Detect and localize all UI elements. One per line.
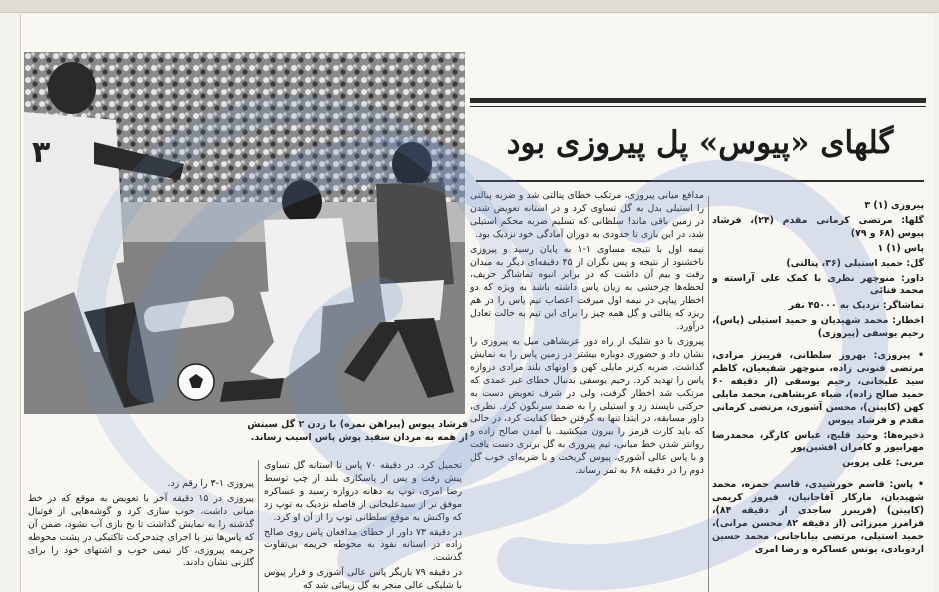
article-paragraph: اخطار: محمد شهیدیان و حمید استیلی (پاس)، رحیم یوسفی (پیروزی): [712, 315, 924, 340]
column-divider: [708, 196, 709, 592]
article-paragraph: مدافع میانی پیروزی، مرتکب خطای پنالتی شد و ضربه پنالتی را استیلی بدل به گل تساوی کرد و در استانه تعویض شدن در زمین باقی ماند! سلطانی که تسلیم ضربه محکم استیلی شد، در این بازی تا حدودی به دوران آمادگی خود نزدیک بود.: [470, 190, 704, 240]
article-paragraph: پاس (۱) ۱: [877, 242, 924, 254]
article-paragraph: • پیروزی: بهروز سلطانی، فریبرز مرادی، مرتضی فنونی زاده، منوچهر شفیعیان، کاظم سید علیخانی، رحیم یوسفی (از دقیقه ۶۰ حمید صالح زاده)، ضیاء عربشاهی، محمد مایلی کهن (کاپیتن)، محسن آشوری، مرتضی کرمانی مقدم و فرشاد پیوس: [712, 350, 924, 426]
svg-text:۳: ۳: [32, 135, 51, 170]
article-column-report: [470, 190, 704, 592]
article-paragraph: داور: منوچهر نظری با کمک علی آراسته و محمد فنائی: [712, 272, 924, 297]
football-match-illustration: [24, 52, 465, 414]
article-paragraph: نیمه اول با نتیجه مساوی ۱-۱ به پایان رسید و پیروزی ناخشنود از نتیجه و پس نگران از ۴۵ دقیقه‌ای دیگر به میدان رفت و بیم آن داشت که در برابر انبوه تماشاگر حریف، لحظه‌ها چرخشی به زیان پاس داشته باشد به ویژه که دو اخطار پیاپی در نیمه اول میرفت اعصاب تیم پاس را در هم ریزد که پنالتی و گل همه چیز را برای این تیم به حالت تعادل درآورد.: [470, 243, 704, 333]
headline-top-thin-rule: [470, 106, 926, 107]
article-paragraph: • پاس: قاسم خورشیدی، قاسم حمزه، محمد شهیدیان، مارکار آقاجانیان، فیروز کریمی (کاپیتن) (فریبرز ساجدی از دقیقه ۸۴)، فرامرز میرزائی (از دقیقه ۸۲ محسن مرانی)، حمید استیلی، مرتضی بیاباجانی، محمد حسین اردوبادی، یونس عساکره و رضا امری: [712, 479, 924, 555]
article-column-ending: [28, 478, 254, 592]
article-paragraph: پیروزی با دو شلیک از راه دور عربشاهی میل به پیروزی را نشان داد و حضوری دوباره بیشتر در زمین پاس را به نمایش گذاشت. ضربه کرنر مایلی کهن و اوتهای بلند مرادی دروازه پاس را تهدید کرد. رحیم یوسفی بدنبال خطای غیر عمدی که مرتکب شد اخطار گرفت، ولی در شرف تعویض دست به حرکتی ناپسند زد و استیلی را به ضمد سرنگون کرد. نظری، داور مسابقه، در ابتدا تنها به گرفتن خطا کفایت کرد، در حالی که باید کارت قرمز را بیرون میکشید. با آمدن صالح زاده و روانتر شدن خط میانی، تیم پیروزی به گل برتری دست یافت و با پاس عالی آشوری، پیوس گریخت و با ضربه‌ای خوب گل دوم را در دقیقه ۶۸ به ثمر رساند.: [470, 335, 704, 477]
paragraph-spacer: [712, 343, 924, 350]
photo-caption: فرشاد پیوس (پیراهن نمره) با زدن ۲ گل سیتش از همه به مردان سفید پوش پاس اسیب رساند.: [247, 419, 468, 443]
column-divider: [258, 460, 259, 592]
article-column-continued: [264, 460, 462, 592]
article-paragraph: در دقیقه ۷۳ داور از خطای مدافعان پاس روی صالح زاده در استانه نفوذ به محوطه جریمه بی‌تفاوت گذشت.: [264, 526, 462, 564]
article-paragraph: پیروزی (۱) ۳: [864, 200, 924, 211]
headline-bottom-rule: [476, 180, 924, 182]
article-column-lineups: [712, 200, 924, 592]
article-paragraph: در دقیقه ۷۹ بازیگر پاس عالی آشوری و فرار پیوس با شلیکی عالی منجر به گل زیبائی شد که: [264, 567, 462, 592]
article-headline: گلهای «پیوس» پل پیروزی بود: [506, 125, 894, 161]
top-strip: [0, 0, 939, 13]
article-paragraph: مربی: علی پروین: [842, 457, 924, 469]
article-paragraph: پیروزی ۱-۳ را رقم زد.: [167, 478, 254, 489]
article-paragraph: ذخیره‌ها: وحید قلیچ، عباس کارگر، محمدرضا مهرابیور و کامران افشین‌پور: [712, 429, 924, 454]
article-paragraph: تحمیل کرد. در دقیقه ۷۰ پاس تا استانه گل تساوی پیش رفت و پس از پاسکاری بلند از چپ توسط رضا امری، توپ به دهانه دروازه رسید و عساکره موفق تر از سیدعلیخانی از فاصله نزدیک به توپ زد که واکنش به موقع سلطانی توپ را از آن او کرد.: [264, 460, 462, 523]
football: [178, 364, 214, 400]
article-paragraph: گل: حمید استیلی (۳۶، پنالتی): [786, 257, 924, 269]
article-paragraph: گلها: مرتضی کرمانی مقدم (۲۴)، فرشاد پیوس (۶۸ و ۷۹): [712, 214, 924, 239]
paragraph-spacer: [712, 472, 924, 479]
article-paragraph: تماشاگر: نزدیک به ۴۵۰۰۰ نفر: [788, 300, 924, 312]
match-photo: [24, 52, 465, 414]
headline-top-rule: [470, 98, 926, 103]
article-paragraph: پیروزی در ۱۵ دقیقه آخر با تعویض به موقع که در خط میانی داشت، خوب سازی کرد و گوشه‌هایی از فوتبال گذشته را به نمایش گذاشت تا بخ بازی آب نشود، ضمن آن که پاس‌ها نیز با اجرای چندحرکت تاکتیکی در پشت محوطه جریمه پیروزی، کار تیمی خوب و اشتهای خود را برای گلزنی نشان دادند.: [28, 492, 254, 569]
